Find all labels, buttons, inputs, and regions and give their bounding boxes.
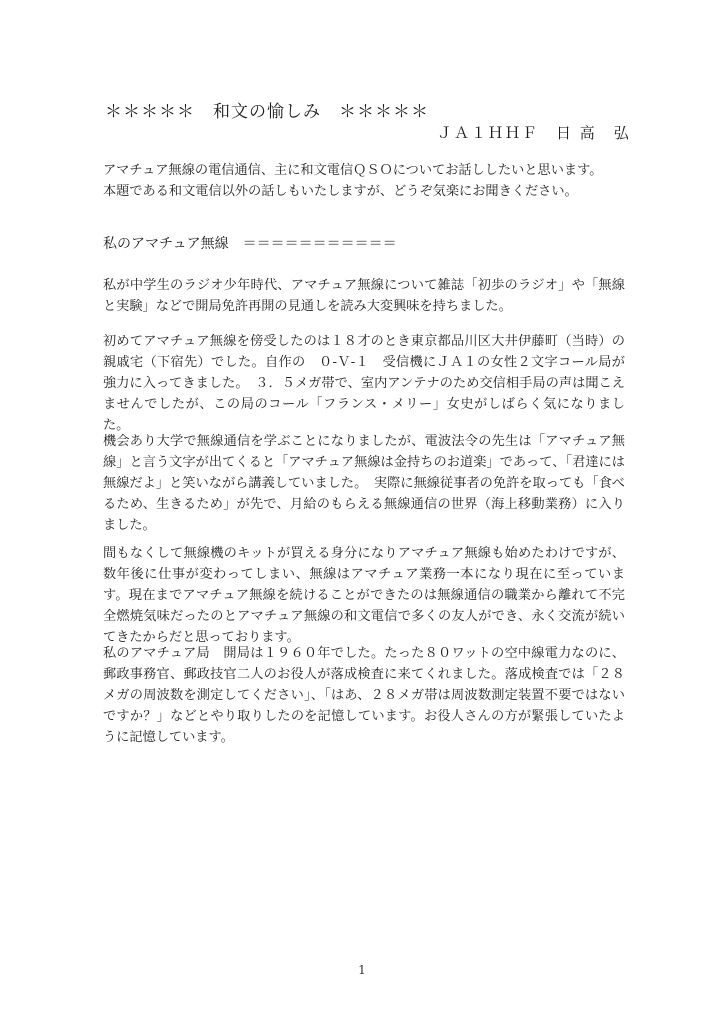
paragraph: [103, 543, 625, 648]
intro-line: アマチュア無線の電信通信、主に和文電信ＱＳＯについてお話ししたいと思います。: [103, 163, 603, 178]
paragraph-text: 間もなくして無線機のキットが買える身分になりアマチュア無線も始めたわけですが、数年後に仕事が変わってしまい、無線はアマチュア業務一本になり現在に至っています。現在までアマチュア無線を続けることができたのは無線通信の職業から離れて不完全燃焼気味だったのとアマチュア無線の和文電信で多くの友人ができ、永く交流が続いてきたからだと思っております。: [103, 546, 625, 645]
paragraph-text: 機会あり大学で無線通信を学ぶことになりましたが、電波法令の先生は「アマチュア無線」と言う文字が出てくると「アマチュア無線は金持ちのお道楽」であって、「君達には無線だよ」と笑いながら講義していました。 実際に無線従事者の免許を取っても「食べるため、生きるため」が先で、月給のもらえる無線通信の世界（海上移動業務）に入りました。: [103, 434, 625, 533]
paragraph: [103, 643, 625, 748]
paragraph-text: 私のアマチュア局 開局は１９６０年でした。たった８０ワットの空中線電力なのに、郵政事務官、郵政技官二人のお役人が落成検査に来てくれました。落成検査では「２８メガの周波数を測定してください」、「はあ、２８メガ帯は周波数測定装置不要ではないですか？」などとやり取りしたのを記憶しています。お役人さんの方が緊張していたように記憶しています。: [103, 646, 625, 745]
paragraph-text: 私が中学生のラジオ少年時代、アマチュア無線について雑誌「初歩のラジオ」や「無線と実験」などで開局免許再開の見通しを読み大変興味を持ちました。: [103, 278, 625, 314]
page-number: 1: [358, 963, 366, 977]
intro-block: [103, 160, 625, 202]
section-heading: 私のアマチュア無線 ＝＝＝＝＝＝＝＝＝＝＝: [103, 236, 397, 252]
intro-line: 本題である和文電信以外の話しもいたしますが、どうぞ気楽にお聞きください。: [103, 184, 578, 199]
document-title: ＊＊＊＊＊ 和文の愉しみ ＊＊＊＊＊: [105, 102, 429, 122]
paragraph: [103, 431, 625, 536]
paragraph: [103, 331, 625, 436]
author-line: ＪＡ１ＨＨＦ 日 高 弘: [437, 124, 631, 142]
paragraph: [103, 275, 625, 317]
paragraph-text: 初めてアマチュア無線を傍受したのは１８才のとき東京都品川区大井伊藤町（当時）の親戚宅（下宿先）でした。自作の ０‐Ｖ‐１ 受信機にＪＡ１の女性２文字コール局が強力に入ってきました。 ３．５メガ帯で、室内アンテナのため交信相手局の声は聞こえませんでしたが、この局のコール「フランス・メリー」女史がしばらく気になりました。: [103, 334, 625, 433]
